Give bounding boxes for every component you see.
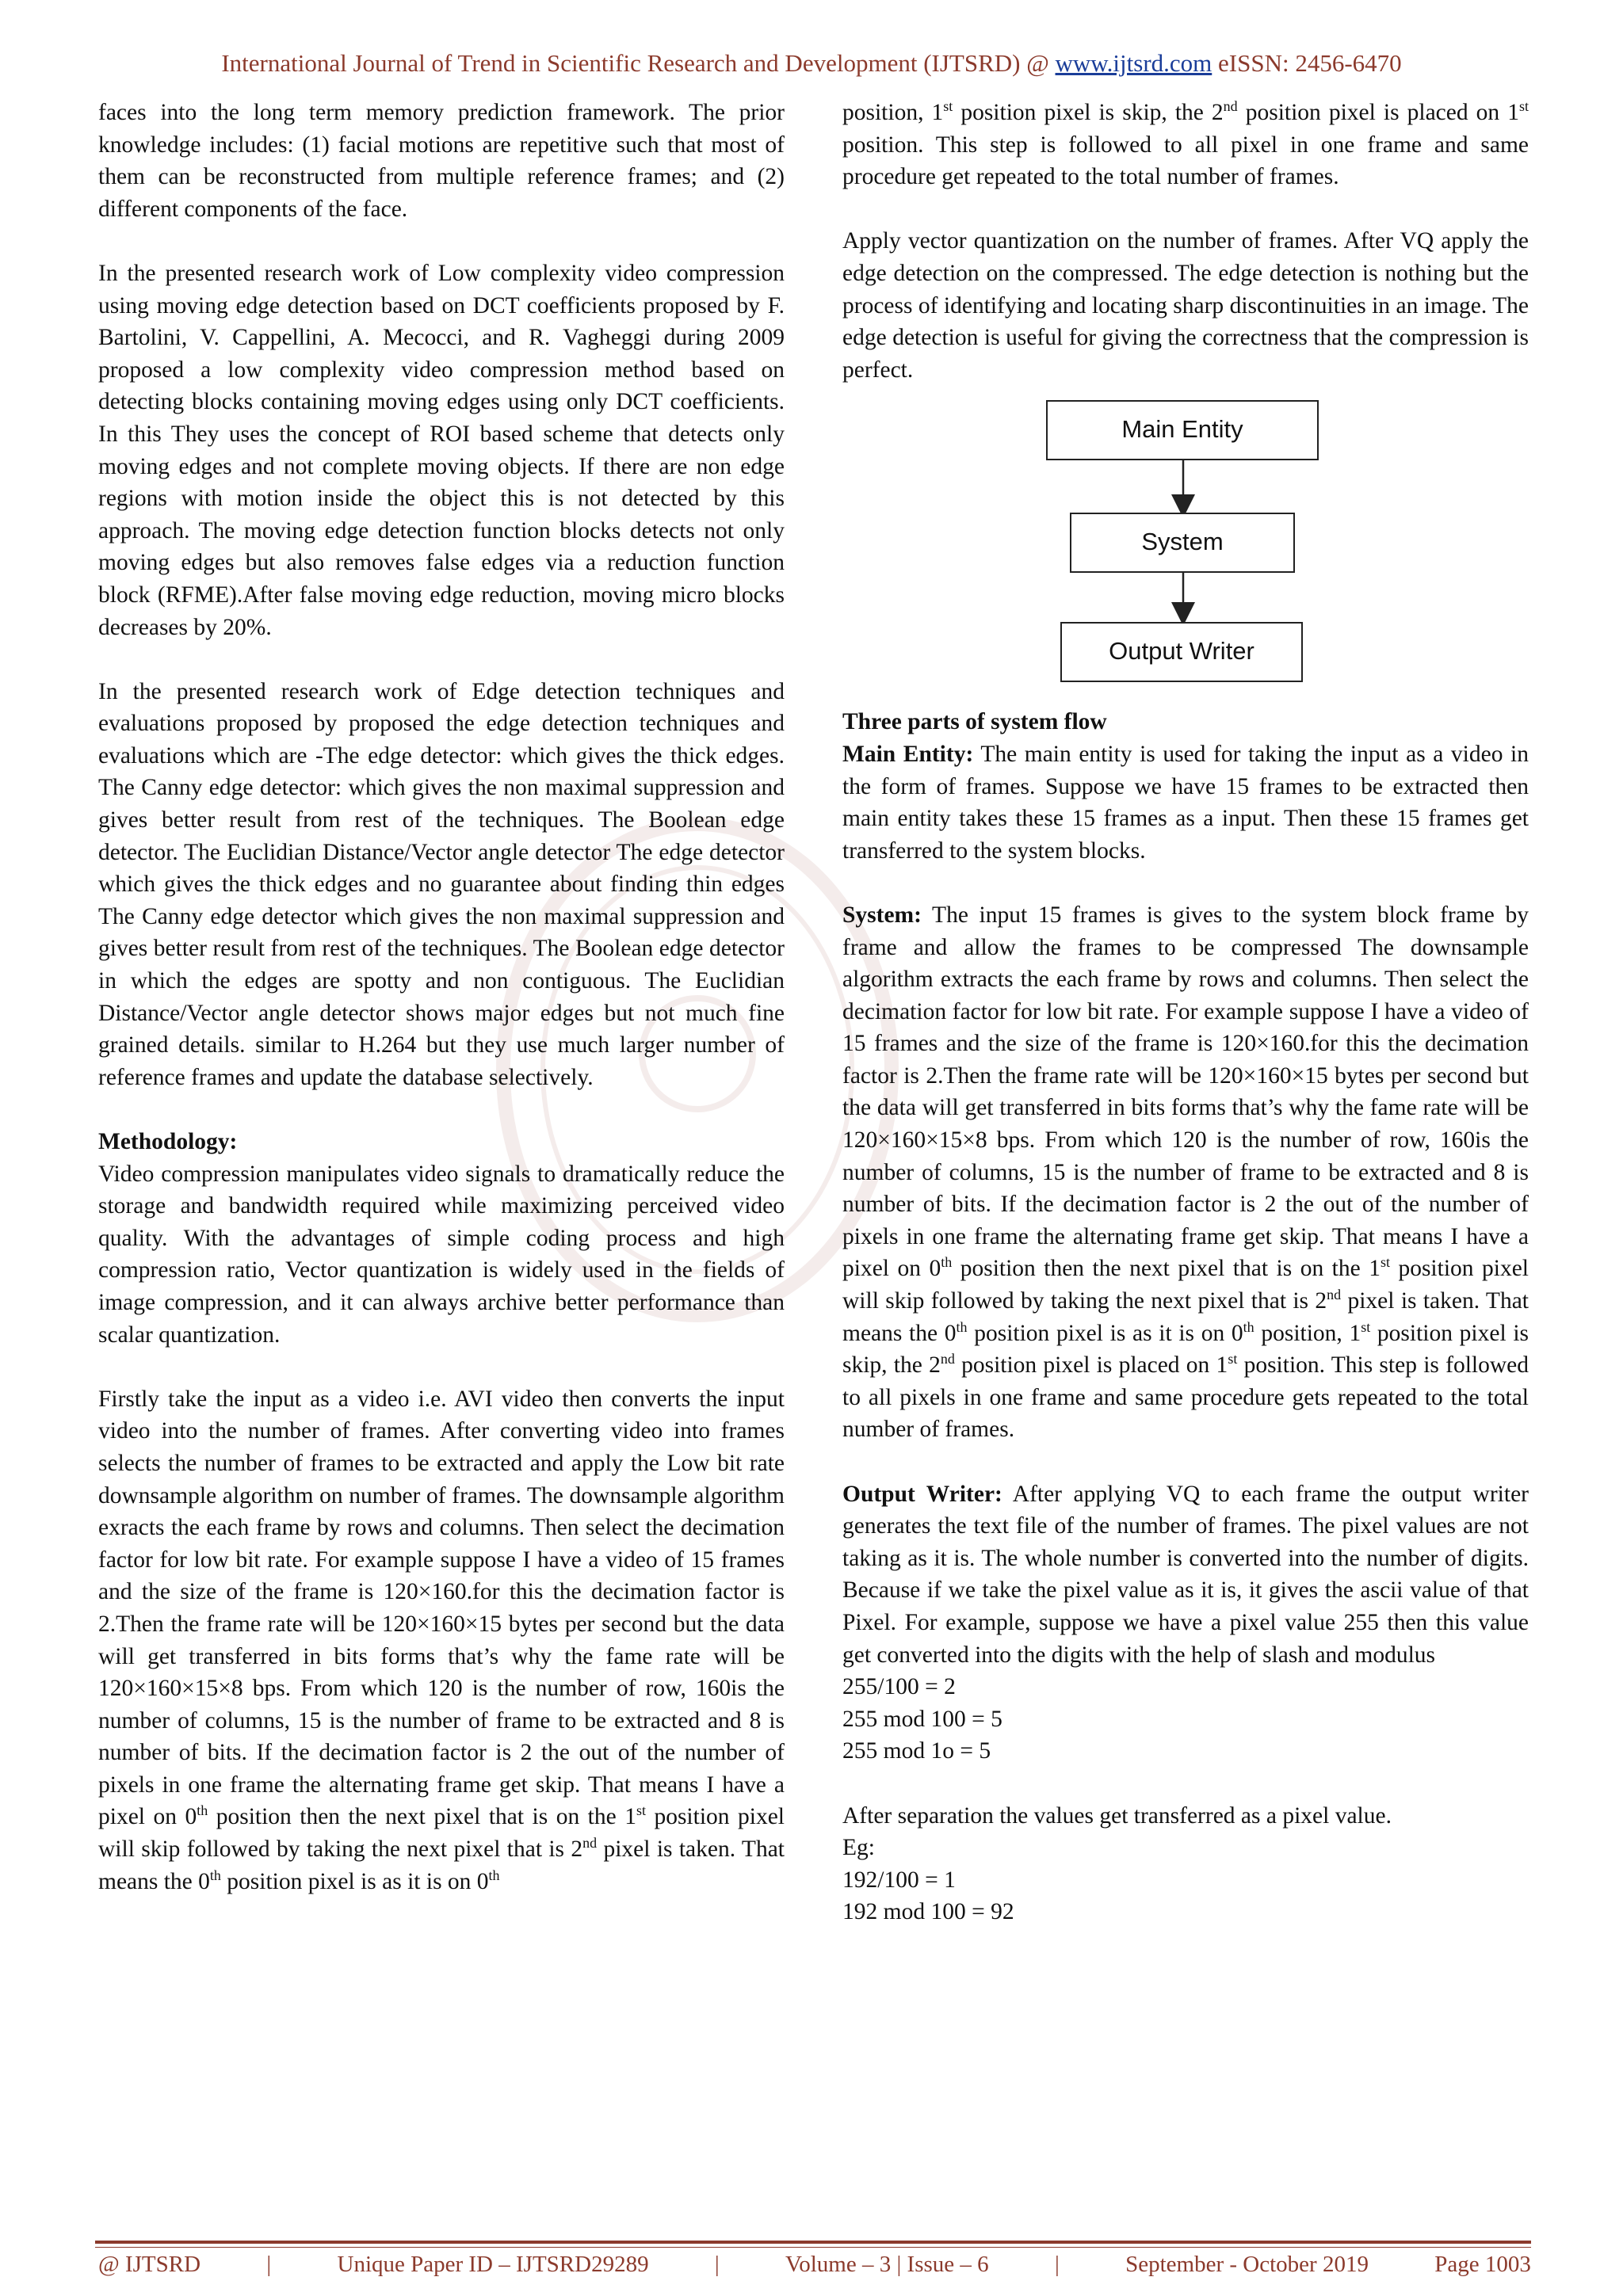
diagram-box-main-entity: Main Entity xyxy=(1046,400,1319,460)
paragraph: faces into the long term memory prediction framework. The prior knowledge includes: (1) facial motions are repetitive such that most of them can be reconstructed from multiple reference frames; and (2) different components of the face. xyxy=(98,100,785,222)
paragraph: System: The input 15 frames is gives to the system block frame by frame and allow the frames to be compressed The downsample algorithm extracts the each frame by rows and columns. Then select the decimation factor for low bit rate. For example suppose I have a video of 15 frames and the size of the frame is 120×160.for this the decimation factor is 2.Then the frame rate will be 120×160×15 bytes per second but the data will get transferred in bits forms that’s why the fame rate will be 120×160×15×8 bps. From which 120 is the number of row, 160is the number of columns, 15 is the number of frame to be extracted and 8 is number of bits. If the decimation factor is 2 the out of the number of pixels in one frame the alternating frame get skip. That means I have a pixel on 0th position then the next pixel that is on the 1st position pixel will skip followed by taking the next pixel that is 2nd pixel is taken. That means the 0th position pixel is as it is on 0th position, 1st position pixel is skip, the 2nd position pixel is placed on 1st position. This step is followed to all pixels in one frame and same procedure gets repeated to the total number of frames. xyxy=(842,902,1529,1443)
footer-date: September - October 2019 xyxy=(1125,2252,1369,2277)
footer-paper-id: Unique Paper ID – IJTSRD29289 xyxy=(337,2252,649,2277)
running-header xyxy=(0,49,1623,78)
left-column xyxy=(98,97,785,1897)
equation: 192 mod 100 = 92 xyxy=(842,1899,1014,1925)
paragraph: Video compression manipulates video signals to dramatically reduce the storage and bandwidth required while maximizing perceived video quality. With the advantages of simple coding process and high compression ratio, Vector quantization is widely used in the fields of image compression, and it can always archive better performance than scalar quantization. xyxy=(98,1161,785,1348)
footer-volume-issue: Volume – 3 | Issue – 6 xyxy=(785,2252,989,2277)
journal-issn: eISSN: 2456-6470 xyxy=(1212,49,1402,77)
running-footer xyxy=(98,2252,1531,2278)
term-output-writer: Output Writer: xyxy=(842,1481,1002,1507)
equation: 255 mod 1o = 5 xyxy=(842,1738,991,1764)
right-column xyxy=(842,97,1529,1928)
paragraph: After separation the values get transferred as a pixel value. xyxy=(842,1802,1392,1829)
term-system: System: xyxy=(842,902,922,928)
footer-separator: | xyxy=(714,2252,720,2277)
equation: 255/100 = 2 xyxy=(842,1674,956,1700)
footer-publisher: @ IJTSRD xyxy=(98,2252,201,2277)
section-heading-system-flow: Three parts of system flow xyxy=(842,709,1107,735)
equation: 255 mod 100 = 5 xyxy=(842,1706,1002,1732)
term-main-entity: Main Entity: xyxy=(842,741,974,767)
paragraph: Apply vector quantization on the number of frames. After VQ apply the edge detection on the compressed. The edge detection is nothing but the process of identifying and locating sharp discontinuities in an image. The edge detection is useful for giving the correctness that the compression is perfect. xyxy=(842,228,1529,383)
paragraph: In the presented research work of Edge detection techniques and evaluations proposed by proposed the edge detection techniques and evaluations which are -The edge detector: which gives the thick edges. The Canny edge detector: which gives the non maximal suppression and gives better result from rest of the techniques. The Boolean edge detector. The Euclidian Distance/Vector angle detector The edge detector which gives the thick edges and no guarantee about finding thin edges The Canny edge detector which gives the non maximal suppression and gives better result from rest of the techniques. The Boolean edge detector in which the edges are spotty and non contiguous. The Euclidian Distance/Vector angle detector shows major edges but not much fine grained details. similar to H.264 but they use much larger number of reference frames and update the database selectively. xyxy=(98,678,785,1090)
footer-rule-thin xyxy=(95,2247,1531,2248)
section-heading-methodology: Methodology: xyxy=(98,1129,238,1154)
paragraph: position, 1st position pixel is skip, the 2nd position pixel is placed on 1st position. This step is followed to all pixel in one frame and same procedure get repeated to the total number of frames. xyxy=(842,98,1529,190)
diagram-box-output-writer: Output Writer xyxy=(1060,622,1303,682)
paragraph: Output Writer: After applying VQ to each frame the output writer generates the text file of the number of frames. The pixel values are not taking as it is. The whole number is converted into the number of digits. Because if we take the pixel value as it is, it gives the ascii value of that Pixel. For example, suppose we have a pixel value 255 then this value get converted into the digits with the help of slash and modulus xyxy=(842,1481,1529,1668)
example-label: Eg: xyxy=(842,1835,875,1861)
equation: 192/100 = 1 xyxy=(842,1867,956,1893)
system-flow-diagram xyxy=(842,400,1529,701)
diagram-box-system: System xyxy=(1070,513,1295,573)
footer-separator: | xyxy=(1054,2252,1060,2277)
paragraph: Main Entity: The main entity is used for taking the input as a video in the form of frames. Suppose we have 15 frames to be extracted then main entity takes these 15 frames as a input. Then these 15 frames get transferred to the system blocks. xyxy=(842,741,1529,864)
footer-rule xyxy=(95,2241,1531,2244)
footer-separator: | xyxy=(266,2252,272,2277)
paragraph: In the presented research work of Low complexity video compression using moving edge detection based on DCT coefficients proposed by F. Bartolini, V. Cappellini, A. Mecocci, and R. Vagheggi during 2009 proposed a low complexity video compression method based on detecting blocks containing moving edges using only DCT coefficients. In this They uses the concept of ROI based scheme that detects only moving edges and not complete moving objects. If there are non edge regions with motion inside the object this is not detected by this approach. The moving edge detection function blocks detects not only moving edges but also removes false edges via a reduction function block (RFME).After false moving edge reduction, moving micro blocks decreases by 20%. xyxy=(98,260,785,640)
footer-page-number: Page 1003 xyxy=(1434,2252,1531,2277)
paragraph: Firstly take the input as a video i.e. AVI video then converts the input video into the number of frames. After converting video into frames selects the number of frames to be extracted and apply the Low bit rate downsample algorithm on number of frames. The downsample algorithm exracts the each frame by rows and columns. Then select the decimation factor for low bit rate. For example suppose I have a video of 15 frames and the size of the frame is 120×160.for this the decimation factor is 2.Then the frame rate will be 120×160×15 bytes per second but the data will get transferred in bits forms that’s why the fame rate will be 120×160×15×8 bps. From which 120 is the number of row, 160is the number of columns, 15 is the number of frame to be extracted and 8 is number of bits. If the decimation factor is 2 the out of the number of pixels in one frame the alternating frame get skip. That means I have a pixel on 0th position then the next pixel that is on the 1st position pixel will skip followed by taking the next pixel that is 2nd pixel is taken. That means the 0th position pixel is as it is on 0th xyxy=(98,1386,785,1894)
journal-url-link[interactable]: www.ijtsrd.com xyxy=(1055,49,1212,77)
journal-name: International Journal of Trend in Scientific Research and Development (IJTSRD) @ xyxy=(221,49,1056,77)
